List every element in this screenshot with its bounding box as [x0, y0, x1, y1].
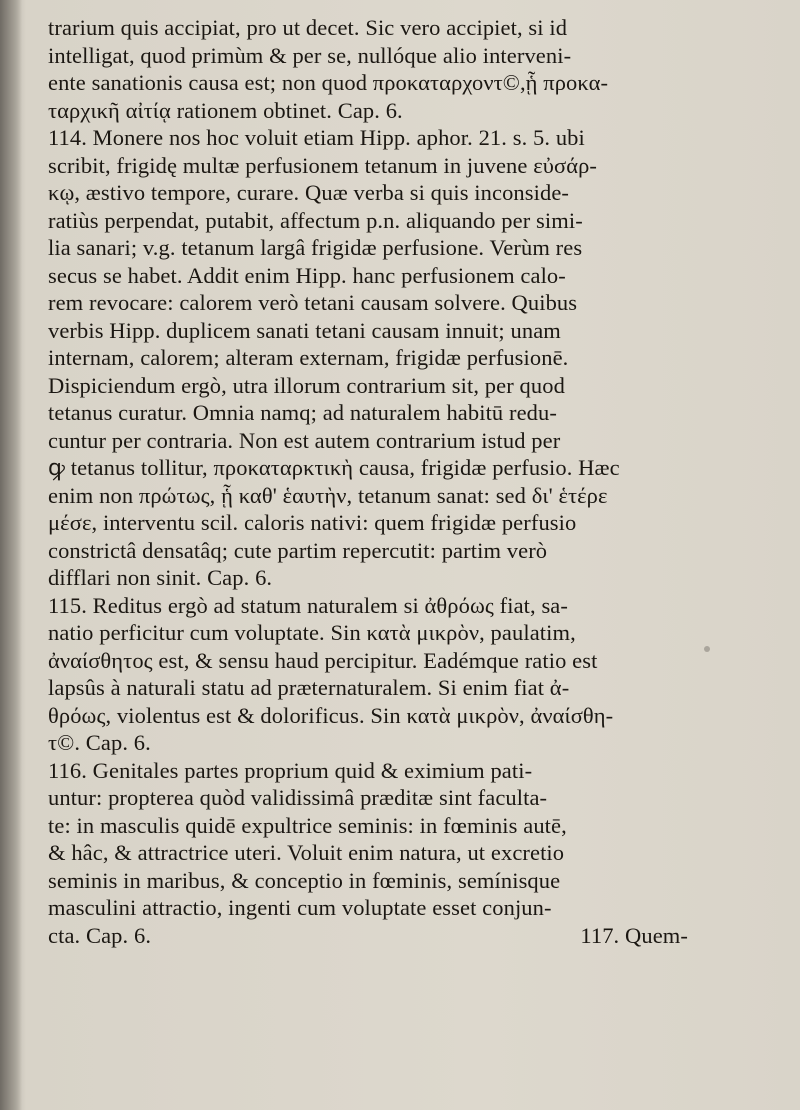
text-line: lapsûs à naturali statu ad præternaturalem. Si enim fiat ἀ- — [48, 675, 570, 700]
text-line: ἀναίσθητος est, & sensu haud percipitur. Eadémque ratio est — [48, 647, 598, 673]
text-line: trarium quis accipiat, pro ut decet. Sic vero accipiet, si id — [48, 15, 568, 40]
text-line: verbis Hipp. duplicem sanati tetani causam innuit; unam — [48, 317, 561, 343]
text-line: ꝙ tetanus tollitur, προκαταρκτικὴ causa, frigidæ perfusio. Hæc — [48, 455, 620, 480]
text-line: internam, calorem; alteram externam, frigidæ perfusionē. — [48, 345, 569, 370]
text-line: rem revocare: calorem verò tetani causam solvere. Quibus — [48, 290, 578, 315]
text-line: secus se habet. Addit enim Hipp. hanc perfusionem calo- — [48, 262, 566, 288]
text-line: τ©. Cap. 6. — [48, 730, 151, 755]
text-line: ratiùs perpendat, putabit, affectum p.n. aliquando per simi- — [48, 207, 583, 233]
text-line: θρόως, violentus est & dolorificus. Sin κατὰ μικρὸν, ἀναίσθη- — [48, 702, 614, 728]
text-line: cta. Cap. 6. — [48, 922, 152, 948]
text-line: & hâc, & attractrice uteri. Voluit enim natura, ut excretio — [48, 840, 565, 865]
binding-gutter — [0, 0, 22, 1110]
section-116-start: 116. Genitales partes proprium quid & eximium pati- — [48, 757, 533, 783]
text-line: masculini attractio, ingenti cum voluptate esset conjun- — [48, 895, 552, 920]
section-114-start: 114. Monere nos hoc voluit etiam Hipp. aphor. 21. s. 5. ubi — [48, 125, 585, 150]
catchword: 117. Quem- — [580, 922, 688, 948]
section-115-start: 115. Reditus ergò ad statum naturalem si ἀθρόως fiat, sa- — [48, 592, 568, 618]
text-line: constrictâ densatâq; cute partim repercutit: partim verò — [48, 537, 548, 563]
text-line: natio perficitur cum voluptate. Sin κατὰ μικρὸν, paulatim, — [48, 620, 576, 645]
text-line: κῳ, æstivo tempore, curare. Quæ verba si quis inconside- — [48, 180, 570, 205]
text-line: ente sanationis causa est; non quod προκαταρχοντ©,ᾗ προκα- — [48, 70, 609, 95]
text-line: Dispiciendum ergò, utra illorum contrarium sit, per quod — [48, 372, 565, 398]
text-line: tetanus curatur. Omnia namq; ad naturalem habitū redu- — [48, 400, 557, 425]
text-line: seminis in maribus, & conceptio in fœminis, semínisque — [48, 867, 561, 893]
paper-speck — [704, 646, 710, 652]
page-text — [48, 14, 688, 949]
text-line: difflari non sinit. Cap. 6. — [48, 565, 273, 590]
text-line: untur: propterea quòd validissimâ præditæ sint faculta- — [48, 785, 548, 810]
text-line: scribit, frigidę multæ perfusionem tetanum in juvene εὐσάρ- — [48, 152, 598, 178]
text-line: intelligat, quod primùm & per se, nullóque alio interveni- — [48, 42, 572, 68]
text-line: enim non πρώτως, ᾗ καθ' ἑαυτὴν, tetanum sanat: sed δι' ἑτέρε — [48, 482, 608, 508]
text-line: cuntur per contraria. Non est autem contrarium istud per — [48, 427, 561, 453]
text-line: lia sanari; v.g. tetanum largâ frigidæ perfusione. Verùm res — [48, 235, 583, 260]
text-line: μέσε, interventu scil. caloris nativi: quem frigidæ perfusio — [48, 510, 577, 535]
text-line: te: in masculis quidē expultrice seminis: in fœminis autē, — [48, 812, 567, 838]
text-line: ταρχικῆ αἰτίᾳ rationem obtinet. Cap. 6. — [48, 97, 403, 123]
